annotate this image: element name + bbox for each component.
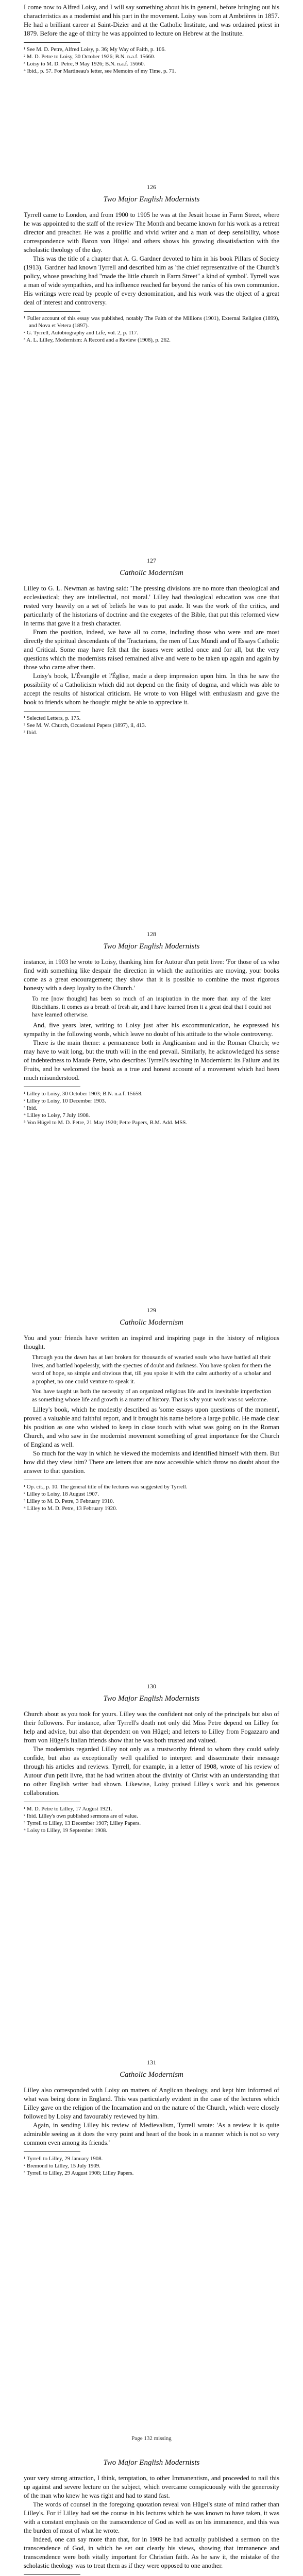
missing-page-label: Page 132 missing [131, 2435, 172, 2442]
footnote: ³ Ibid. [24, 1105, 38, 1111]
paragraph: Again, in sending Lilley his review of Medievalism, Tyrrell wrote: 'As a review it is quite admirable seeing as it does the very point and heart of the book in a manner which is not so very common even among its friends.' [24, 2122, 279, 2146]
footnote: ¹ Fuller account of this essay was published, notably The Faith of the Millions (1901), External Religion (1899), and Nova et Vetera (1897). [24, 315, 279, 329]
paragraph: instance, in 1903 he wrote to Loisy, thanking him for Autour d'un petit livre: 'For those of us who find with something like despair the direction in which the authorities are moving, your books come as a great encouragement; they show that it is possible to combine the most rigorous honesty with a deep loyalty to the Church.' [24, 958, 279, 992]
page-number: 126 [147, 183, 156, 191]
running-head: Two Major English Modernists [103, 1694, 200, 1703]
running-head: Two Major English Modernists [103, 942, 200, 951]
footnote: ⁴ Lilley to M. D. Petre, 13 February 1920. [24, 1505, 117, 1512]
paragraph: Loisy's book, L'Évangile et l'Église, made a deep impression upon him. In this he saw the possibility of a Catholicism which did not depend on the fixity of dogma, and which was able to accept the results of historical criticism. He wrote to von Hügel with enthusiasm and gave the book to friends whom he thought might be able to appreciate it. [24, 672, 279, 706]
footnote: ⁵ Von Hügel to M. D. Petre, 21 May 1920; Petre Papers, B.M. Add. MSS. [24, 1119, 188, 1126]
footnote: ¹ M. D. Petre to Lilley, 17 August 1921. [24, 1806, 112, 1812]
footnote: ³ Tyrrell to Lilley, 29 August 1908; Lilley Papers. [24, 2170, 134, 2176]
footnote: ³ Loisy to M. D. Petre, 9 May 1926; B.N. n.a.f. 15660. [24, 61, 145, 67]
footnote: ² M. D. Petre to Loisy, 30 October 1926; B.N. n.a.f. 15660. [24, 54, 156, 60]
paragraph: your very strong attraction, I think, temptation, to other Immanentism, and proceeded to nail this up against and severe lecture on the subject, which overcame conspicuously with the generosity of the man who knew he was right and had to stand fast. [24, 2475, 279, 2499]
running-head: Catholic Modernism [120, 569, 183, 577]
page-130 [24, 1682, 279, 2053]
footnote: ¹ Selected Letters, p. 175. [24, 715, 81, 721]
page-number: 127 [147, 557, 156, 564]
footnote-rule [24, 42, 80, 43]
page-number: 130 [147, 1683, 156, 1690]
paragraph: There is the main theme: a permanence both in Anglicanism and in the Roman Church; we may have to wait long, but the truth will in the end prevail. Similarly, he acknowledged his sense of indebtedness to Maude Petre, who describes Tyrrell's teaching in Modernism: Its Failure and its Fruits, and he welcomed the book as a true and honest account of a movement which had been much misunderstood. [24, 1039, 279, 1081]
footnote: ² Lilley to Loisy, 18 August 1907. [24, 1491, 99, 1497]
footnote: ¹ See M. D. Petre, Alfred Loisy, p. 36; My Way of Faith, p. 106. [24, 46, 166, 53]
footnote-rule [24, 2574, 80, 2575]
paragraph: Lilley to G. L. Newman as having said: 'The pressing divisions are no more than theological and ecclesiastical; they are intellectual, not moral.' Lilley had theological education was one that rested very heavily on a set of beliefs he was to put aside. It was the work of the critics, and particularly of the historians of doctrine and the exegetes of the Bible, that put this reformed view in terms that gave it a fresh character. [24, 585, 279, 627]
page-133 [24, 2458, 279, 2576]
footnote: ³ Tyrrell to Lilley, 13 December 1907; Lilley Papers. [24, 1820, 141, 1826]
page-129 [24, 1306, 279, 1677]
footnote: ² Bremond to Lilley, 15 July 1909. [24, 2163, 100, 2169]
paragraph: Lilley also corresponded with Loisy on matters of Anglican theology, and kept him informed of what was being done in England. This was particularly evident in the case of the lectures which Lilley gave on the religion of the Incarnation and on the nature of the Church, which were closely followed by Loisy and favourably reviewed by him. [24, 2087, 279, 2120]
paragraph: Lilley's book, which he modestly described as 'some essays upon questions of the moment', proved a valuable and faithful report, and it brought his name before a large public. He made clear his position as one who wished to keep in close touch with what was going on in the Roman Church, and who saw in the modernist movement something of great importance for the Church of England as well. [24, 1406, 279, 1448]
page-128 [24, 930, 279, 1301]
footnote-rule [24, 311, 80, 312]
running-head: Two Major English Modernists [103, 195, 200, 204]
paragraph: The modernists regarded Lilley not only as a trustworthy friend to whom they could safely confide, but also as exceptionally well qualified to interpret and disseminate their message through his articles and reviews. Tyrrell, for example, in a letter of 1908, wrote of his review of Autour d'un petit livre, that he had written about the divinity of Christ with an understanding that no other English writer had shown. Likewise, Loisy praised Lilley's work and his generous collaboration. [24, 1745, 279, 1797]
footnote: ⁴ Lilley to Loisy, 7 July 1908. [24, 1112, 90, 1118]
footnote: ² Lilley to Loisy, 10 December 1903. [24, 1097, 106, 1104]
paragraph: I come now to Alfred Loisy, and I will say something about his in general, before bringing out his characteristics as a modernist and his part in the movement. Loisy was born at Ambrières in 1857. He had a brilliant career at Saint-Dizier and at the Catholic Institute, and was ordained priest in 1879. Before the age of thirty he was appointed to lecture on Hebrew at the Institute. [24, 4, 279, 37]
footnote: ² Ibid. Lilley's own published sermons are of value. [24, 1813, 138, 1819]
footnote: ¹ Tyrrell to Lilley, 29 January 1908. [24, 2156, 103, 2162]
paragraph: Church about as you took for yours. Lilley was the confident not only of the principals but also of their followers. For instance, after Tyrrell's death not only did Miss Petre depend on Lilley for help and advice, but also that dependent on von Hügel; and letters to Lilley from Fogazzaro and from von Hügel's Italian friends show that he was both trusted and valued. [24, 1710, 279, 1744]
block-quote: You have taught us both the necessity of an organized religious life and its inevitable imperfection as something whose life and growth is a matter of history. That is why your work was so welcome. [32, 1388, 271, 1403]
paragraph: The words of counsel in the foregoing quotation reveal von Hügel's state of mind rather than Lilley's. For if Lilley had set the course in his lectures which he was known to have taken, it was with a constant emphasis on the transcendence of God as well as on his immanence, and this was the burden of most of what he wrote. [24, 2501, 279, 2534]
page-127 [24, 556, 279, 925]
paragraph: And, five years later, writing to Loisy just after his excommunication, he expressed his sympathy in the following words, which leave no doubt of his attitude to the whole controversy. [24, 1021, 279, 1038]
paragraph: So much for the way in which he viewed the modernists and identified himself with them. But how did they view him? There are letters that are now accessible which throw no doubt about the answer to that question. [24, 1450, 279, 1475]
footnote: ⁴ Loisy to Lilley, 19 September 1908. [24, 1827, 107, 1834]
footnote: ¹ Lilley to Loisy, 30 October 1903; B.N. n.a.f. 15658. [24, 1090, 143, 1097]
paragraph: Tyrrell came to London, and from 1900 to 1905 he was at the Jesuit house in Farm Street, where he was appointed to the staff of the review The Month and became known for his work as a retreat director and preacher. He was a prolific and vivid writer and a man of deep sensibility, whose correspondence with Baron von Hügel and others shows his growing dissatisfaction with the scholastic theology of the day. [24, 211, 279, 253]
missing-page-notice [24, 2432, 279, 2452]
page-number: 128 [147, 930, 156, 938]
running-head: Two Major English Modernists [103, 2459, 200, 2467]
page-number: 131 [147, 2059, 156, 2066]
block-quote: Through you the dawn has at last broken for thousands of wearied souls who have battled all their lives, and battled hopelessly, with the spectres of doubt and darkness. You have spoken for them the word of hope, so simple and obvious that, till you spoke it with the calm authority of a scholar and a prophet, no one could venture to speak it. [32, 1354, 271, 1385]
page-fragment-1 [24, 3, 279, 181]
paragraph: This was the title of a chapter that A. G. Gardner devoted to him in his book Pillars of Society (1913). Gardner had known Tyrrell and described him as 'the chief representative of the Church's policy, whose preaching had "made the little church in Farm Street" a kind of symbol'. Tyrrell was a man of wide sympathies, and his influence reached far beyond the ranks of his own communion. His writings were read by people of every denomination, and his work was the object of a great deal of interest and controversy. [24, 255, 279, 306]
paragraph: From the position, indeed, we have all to come, including those who were and are most directly the spiritual descendants of the Tractarians, the men of Lux Mundi and of Essays Catholic and Critical. Some may have felt that the issues were settled once and for all, but the very questions which the modernists raised remained alive and were to be taken up again and again by those who came after them. [24, 629, 279, 671]
page-131 [24, 2058, 279, 2427]
block-quote: To me [now thought] has been so much of an inspiration in the more than any of the later Ritschlians. It comes as a breath of fresh air, and I have learned from it a great deal that I could not have learned otherwise. [32, 995, 271, 1018]
footnote-rule [24, 2151, 80, 2152]
footnote: ¹ Op. cit., p. 10. The general title of the lectures was suggested by Tyrrell. [24, 1484, 188, 1490]
paragraph: Indeed, one can say more than that, for in 1909 he had actually published a sermon on the transcendence of God, in which he set out clearly his views, showing that immanence and transcendence were both vitally important for Christian faith. As he saw it, the mistake of the scholastic theology was to treat them as if they were opposed to one another. [24, 2536, 279, 2569]
running-head: Catholic Modernism [120, 2071, 183, 2079]
footnote: ³ Ibid. [24, 730, 38, 736]
footnote: ³ Lilley to M. D. Petre, 3 February 1910. [24, 1498, 114, 1504]
running-head: Catholic Modernism [120, 1318, 183, 1327]
footnote: ² See M. W. Church, Occasional Papers (1897), ii, 413. [24, 722, 146, 728]
page-number: 129 [147, 1307, 156, 1314]
footnote: ³ A. L. Lilley, Modernism: A Record and a Review (1908), p. 262. [24, 337, 171, 343]
footnote: ² G. Tyrrell, Autobiography and Life, vol. 2, p. 117. [24, 330, 138, 336]
paragraph: You and your friends have written an inspired and inspiring page in the history of religious thought. [24, 1334, 279, 1350]
footnote: ⁴ Ibid., p. 57. For Martineau's letter, see Memoirs of my Time, p. 71. [24, 68, 176, 74]
page-126 [24, 183, 279, 551]
